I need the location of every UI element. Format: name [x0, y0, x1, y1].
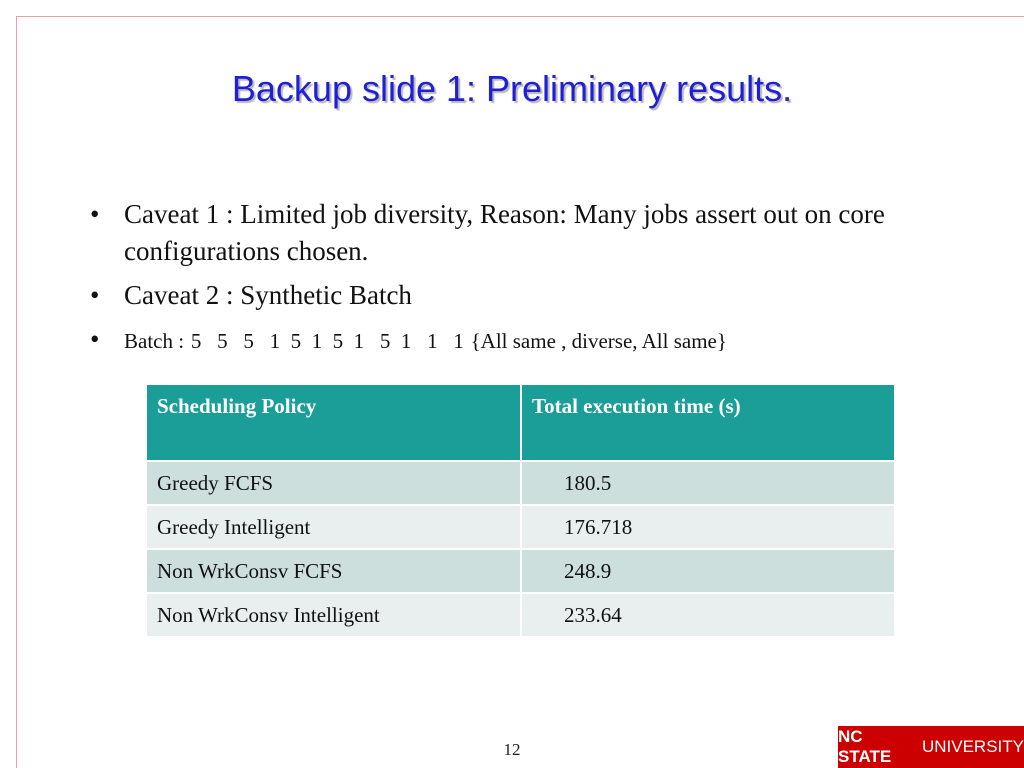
- policy-cell: Non WrkConsv FCFS: [146, 549, 521, 593]
- results-table: [145, 383, 896, 638]
- policy-cell: Greedy FCFS: [146, 461, 521, 505]
- batch-note: {All same , diverse, All same}: [470, 329, 727, 353]
- policy-cell: Greedy Intelligent: [146, 505, 521, 549]
- bullet-icon: •: [90, 199, 100, 229]
- column-header-policy: Scheduling Policy: [146, 384, 521, 461]
- table-row: [146, 505, 895, 549]
- bullet-item: [90, 277, 940, 314]
- time-cell: 176.718: [521, 505, 895, 549]
- bullet-list: [90, 196, 940, 367]
- table-row: [146, 461, 895, 505]
- logo-bold-text: NC STATE: [838, 727, 892, 766]
- ncsu-logo: [838, 726, 1024, 768]
- bullet-text: Caveat 2 : Synthetic Batch: [124, 280, 412, 310]
- policy-cell: Non WrkConsv Intelligent: [146, 593, 521, 637]
- batch-sequence: 5 5 5 1 5 1 5 1 5 1 1 1: [190, 329, 464, 353]
- table-row: [146, 549, 895, 593]
- bullet-icon: •: [90, 324, 100, 354]
- bullet-text: Caveat 1 : Limited job diversity, Reason: Many jobs assert out on core configurations chosen.: [124, 199, 885, 266]
- logo-text: UNIVERSITY: [921, 737, 1024, 756]
- page-number: 12: [503, 740, 521, 759]
- table-row: [146, 593, 895, 637]
- table-header-row: [146, 384, 895, 461]
- time-cell: 180.5: [521, 461, 895, 505]
- bullet-item: [90, 321, 940, 360]
- bullet-item: [90, 196, 940, 270]
- slide-title: Backup slide 1: Preliminary results.: [231, 68, 793, 109]
- time-cell: 248.9: [521, 549, 895, 593]
- time-cell: 233.64: [521, 593, 895, 637]
- column-header-time: Total execution time (s): [521, 384, 895, 461]
- bullet-icon: •: [90, 280, 100, 310]
- batch-label: Batch :: [124, 329, 185, 353]
